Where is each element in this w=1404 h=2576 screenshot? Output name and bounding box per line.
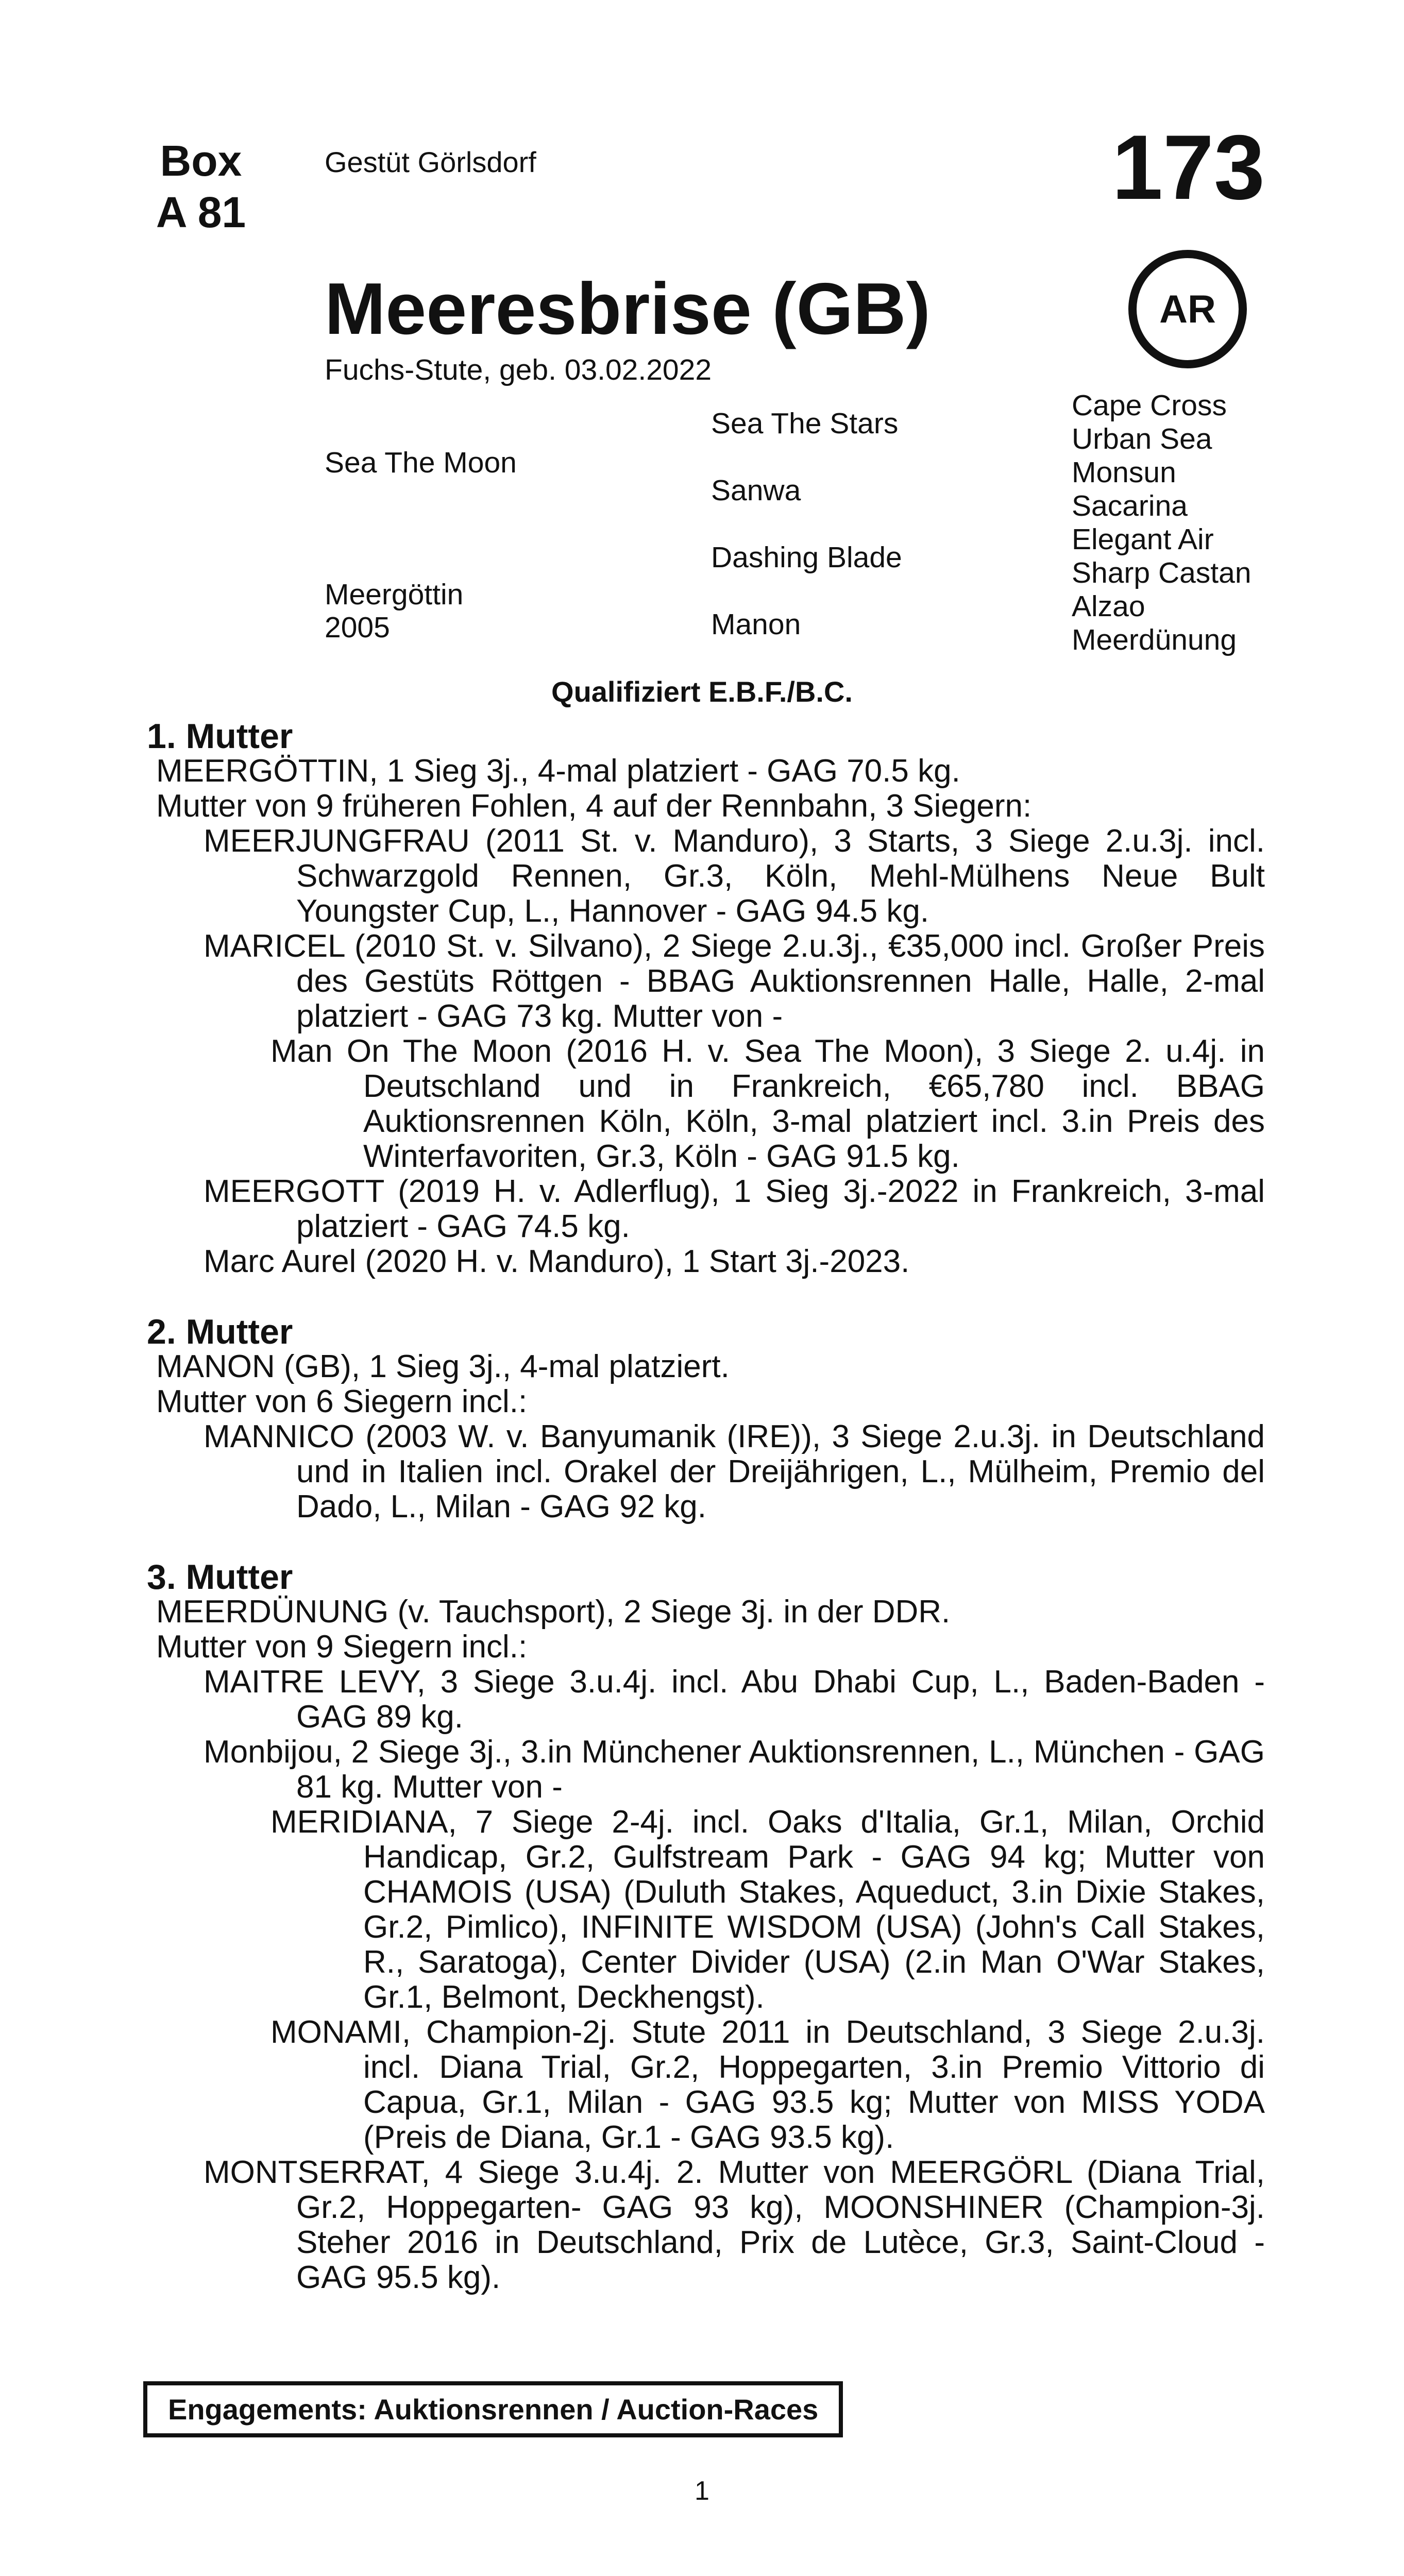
section-title: 1. Mutter [147,717,293,756]
dam-summary: MEERGÖTTIN, 1 Sieg 3j., 4-mal platziert - GAG 70.5 kg. [156,753,960,789]
box-label-line2: A 81 [156,188,246,236]
pedigree-gen3-item: Urban Sea [1072,422,1212,455]
qualification: Qualifiziert E.B.F./B.C. [551,675,853,708]
pedigree-gen3-item: Alzao [1072,590,1145,623]
third-dam-section [147,1557,1265,2295]
dam-line-content [147,719,1265,2330]
pedigree-gen2-item: Dashing Blade [711,541,902,574]
produce-summary: Mutter von 9 Siegern incl.: [156,1629,528,1665]
produce-entry: MEERGOTT (2019 H. v. Adlerflug), 1 Sieg 3j.-2022 in Frankreich, 3-mal platziert - GAG 74.5 kg. [204,1174,1265,1244]
section-title: 2. Mutter [147,1312,293,1351]
ar-badge: AR [1128,250,1247,368]
pedigree-gen3-item: Elegant Air [1072,523,1214,556]
page-number: 1 [695,2476,709,2506]
produce-entry: MANNICO (2003 W. v. Banyumanik (IRE)), 3 Siege 2.u.3j. in Deutschland und in Italien incl. Orakel der Dreijährigen, L., Mülheim, Premio del Dado, L., Milan - GAG 92 kg. [204,1419,1265,1524]
produce-entry: MERIDIANA, 7 Siege 2-4j. incl. Oaks d'Italia, Gr.1, Milan, Orchid Handicap, Gr.2, Gulfstream Park - GAG 94 kg; Mutter von CHAMOIS (USA) (Duluth Stakes, Aqueduct, 3.in Dixie Stakes, Gr.2, Pimlico), INFINITE WISDOM (USA) (John's Call Stakes, R., Saratoga), Center Divider (USA) (2.in Man O'War Stakes, Gr.1, Belmont, Deckhengst). [270,1804,1265,2015]
produce-entry: Monbijou, 2 Siege 3j., 3.in Münchener Auktionsrennen, L., München - GAG 81 kg. Mutter von - [204,1734,1265,1805]
produce-summary: Mutter von 6 Siegern incl.: [156,1384,528,1419]
produce-entry: MONAMI, Champion-2j. Stute 2011 in Deutschland, 3 Siege 2.u.3j. incl. Diana Trial, Gr.2, Hoppegarten, 3.in Premio Vittorio di Capua, Gr.1, Milan - GAG 93.5 kg; Mutter von MISS YODA (Preis de Diana, Gr.1 - GAG 93.5 kg). [270,2014,1265,2155]
engagements-box: Engagements: Auktionsrennen / Auction-Races [143,2381,843,2437]
lot-number: 173 [1112,116,1265,218]
pedigree-gen3-item: Meerdünung [1072,623,1237,656]
pedigree-dam-year: 2005 [325,611,390,644]
box-label [149,135,252,238]
dam-summary: MEERDÜNUNG (v. Tauchsport), 2 Siege 3j. in der DDR. [156,1594,951,1630]
pedigree-dam-name: Meergöttin [325,578,464,611]
box-label-line1: Box [160,137,242,185]
pedigree-gen3-item: Sacarina [1072,489,1188,522]
horse-name: Meeresbrise (GB) [325,268,931,350]
dam-summary: MANON (GB), 1 Sieg 3j., 4-mal platziert. [156,1349,730,1384]
pedigree-gen3-item: Cape Cross [1072,389,1227,422]
first-dam-section [147,719,1265,1279]
produce-entry: MARICEL (2010 St. v. Silvano), 2 Siege 2.u.3j., €35,000 incl. Großer Preis des Gestüts Röttgen - BBAG Auktionsrennen Halle, Halle, 2-mal platziert - GAG 73 kg. Mutter von - [204,928,1265,1034]
pedigree-gen3-item: Monsun [1072,456,1176,489]
produce-entry: MEERJUNGFRAU (2011 St. v. Manduro), 3 Starts, 3 Siege 2.u.3j. incl. Schwarzgold Rennen, Gr.3, Köln, Mehl-Mülhens Neue Bult Youngster Cup, L., Hannover - GAG 94.5 kg. [204,823,1265,929]
pedigree-gen2-item: Manon [711,608,801,641]
horse-description: Fuchs-Stute, geb. 03.02.2022 [325,353,712,386]
pedigree-dam [325,578,463,644]
pedigree-sire: Sea The Moon [325,446,517,479]
produce-entry: MAITRE LEVY, 3 Siege 3.u.4j. incl. Abu Dhabi Cup, L., Baden-Baden - GAG 89 kg. [204,1664,1265,1735]
produce-summary: Mutter von 9 früheren Fohlen, 4 auf der Rennbahn, 3 Siegern: [156,788,1032,824]
produce-entry: Man On The Moon (2016 H. v. Sea The Moon), 3 Siege 2. u.4j. in Deutschland und in Frankreich, €65,780 incl. BBAG Auktionsrennen Köln, Köln, 3-mal platziert incl. 3.in Preis des Winterfavoriten, Gr.3, Köln - GAG 91.5 kg. [270,1033,1265,1174]
section-title: 3. Mutter [147,1557,293,1597]
second-dam-section [147,1314,1265,1524]
pedigree-gen2-item: Sea The Stars [711,407,899,440]
pedigree-gen3-item: Sharp Castan [1072,556,1251,589]
breeder: Gestüt Görlsdorf [325,146,536,178]
pedigree-gen2-item: Sanwa [711,474,801,507]
produce-entry: Marc Aurel (2020 H. v. Manduro), 1 Start 3j.-2023. [204,1244,910,1279]
produce-entry: MONTSERRAT, 4 Siege 3.u.4j. 2. Mutter von MEERGÖRL (Diana Trial, Gr.2, Hoppegarten- GAG 93 kg), MOONSHINER (Champion-3j. Steher 2016 in Deutschland, Prix de Lutèce, Gr.3, Saint-Cloud - GAG 95.5 kg). [204,2155,1265,2295]
